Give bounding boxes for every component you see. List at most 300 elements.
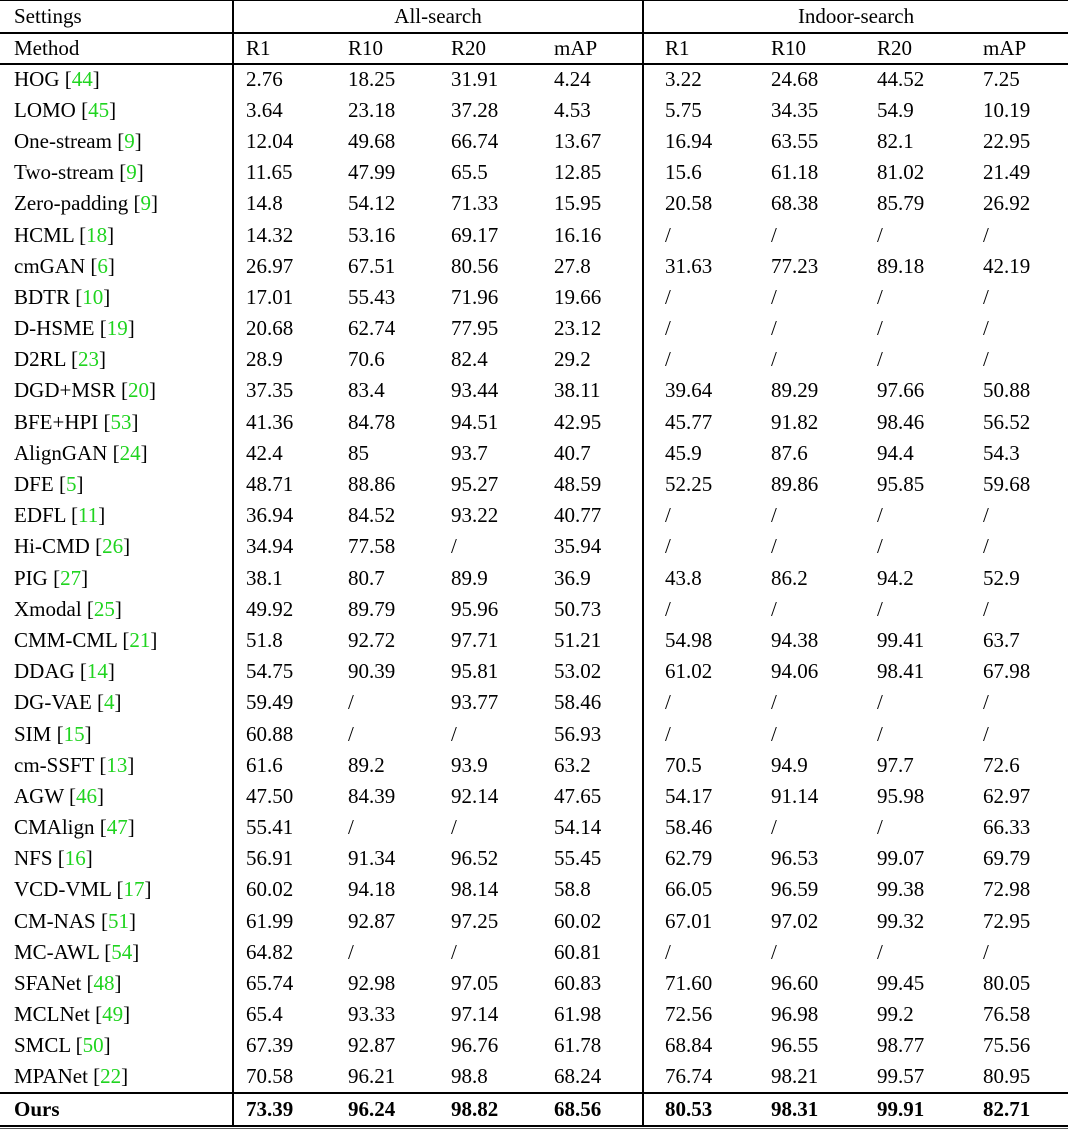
value-cell: 94.51 [451, 409, 499, 434]
header-all-r20: R20 [439, 33, 542, 64]
method-cell: D2RL [23] [14, 347, 106, 372]
method-name: AlignGAN [14, 440, 108, 465]
citation-link[interactable]: 48 [93, 971, 115, 996]
method-cell: LOMO [45] [14, 97, 117, 122]
value-cell: 94.4 [877, 440, 914, 465]
value-cell: 41.36 [233, 407, 336, 438]
value-cell: 98.77 [877, 1033, 925, 1058]
value-cell: 12.85 [554, 160, 602, 185]
method-name: HCML [14, 222, 74, 247]
value-cell: 71.60 [643, 968, 750, 999]
value-cell: 68.38 [771, 191, 819, 216]
table-row [0, 563, 1068, 594]
method-cell: HCML [18] [14, 222, 115, 247]
value-cell: 99.32 [877, 908, 925, 933]
citation-link[interactable]: 23 [77, 347, 99, 372]
value-cell: 45.9 [643, 438, 750, 469]
value-cell: 93.44 [451, 378, 499, 403]
value-cell: / [643, 687, 750, 718]
table-row [0, 687, 1068, 718]
value-cell: 43.8 [643, 563, 750, 594]
value-cell: 42.4 [233, 438, 336, 469]
table-row [0, 375, 1068, 406]
citation-link[interactable]: 17 [123, 877, 145, 902]
method-name: SFANet [14, 971, 82, 996]
value-cell: 26.92 [983, 191, 1031, 216]
value-cell: 97.05 [451, 971, 499, 996]
value-cell: / [877, 596, 883, 621]
value-cell: 18.25 [348, 67, 396, 92]
table-row [0, 64, 1068, 95]
value-cell: / [348, 690, 354, 715]
value-cell: 70.6 [348, 347, 385, 372]
value-cell: 99.91 [856, 1093, 962, 1126]
value-cell: 68.24 [554, 1064, 602, 1089]
value-cell: 75.56 [983, 1033, 1031, 1058]
table-row [0, 344, 1068, 375]
value-cell: 67.51 [348, 253, 396, 278]
value-cell: / [771, 939, 777, 964]
value-cell: / [877, 534, 883, 559]
value-cell: 36.9 [554, 565, 591, 590]
value-cell: 95.81 [451, 659, 499, 684]
value-cell: 68.56 [542, 1093, 643, 1126]
value-cell: 94.38 [771, 627, 819, 652]
value-cell: / [771, 815, 777, 840]
settings-header-row [0, 1, 1068, 33]
value-cell: 14.8 [233, 188, 336, 219]
method-cell: SIM [15] [14, 721, 92, 746]
value-cell: 97.71 [451, 627, 499, 652]
value-cell: 84.52 [348, 503, 396, 528]
value-cell: 67.39 [233, 1030, 336, 1061]
value-cell: / [771, 721, 777, 746]
method-cell: DG-VAE [4] [14, 690, 122, 715]
value-cell: 37.28 [451, 97, 499, 122]
citation-link[interactable]: 20 [127, 378, 149, 403]
value-cell: 98.46 [877, 409, 925, 434]
value-cell: 80.05 [983, 971, 1031, 996]
method-cell: D-HSME [19] [14, 316, 135, 341]
value-cell: / [771, 222, 777, 247]
citation-link[interactable]: 24 [119, 440, 141, 465]
value-cell: / [451, 939, 457, 964]
value-cell: 35.94 [554, 534, 602, 559]
value-cell: 34.35 [771, 97, 819, 122]
value-cell: 90.39 [348, 659, 396, 684]
value-cell: 87.6 [771, 440, 808, 465]
value-cell: 61.78 [554, 1033, 602, 1058]
header-indoor-map: mAP [962, 33, 1068, 64]
value-cell: 40.77 [554, 503, 602, 528]
citation-link[interactable]: 14 [86, 659, 108, 684]
value-cell: 45.77 [643, 407, 750, 438]
method-cell: DDAG [14] [14, 659, 115, 684]
value-cell: 49.92 [233, 594, 336, 625]
table-row [0, 500, 1068, 531]
value-cell: / [771, 347, 777, 372]
value-cell: 58.46 [643, 812, 750, 843]
value-cell: / [983, 222, 989, 247]
table-row [0, 906, 1068, 937]
method-cell: HOG [44] [14, 67, 100, 92]
table-row [0, 407, 1068, 438]
value-cell: 56.91 [233, 843, 336, 874]
table-row [0, 95, 1068, 126]
value-cell: 12.04 [233, 126, 336, 157]
citation-link[interactable]: 45 [88, 97, 110, 122]
value-cell: 69.79 [983, 846, 1031, 871]
citation-link[interactable]: 19 [106, 316, 128, 341]
value-cell: 54.98 [643, 625, 750, 656]
value-cell: / [643, 531, 750, 562]
value-cell: 82.4 [451, 347, 488, 372]
value-cell: 88.86 [348, 472, 396, 497]
value-cell: 63.55 [771, 128, 819, 153]
value-cell: 89.18 [877, 253, 925, 278]
method-name: PIG [14, 565, 48, 590]
value-cell: 5.75 [643, 95, 750, 126]
method-name: CMM-CML [14, 627, 118, 652]
method-cell: CM-NAS [51] [14, 908, 136, 933]
value-cell: 54.9 [877, 97, 914, 122]
value-cell: 94.06 [771, 659, 819, 684]
value-cell: 96.24 [336, 1093, 439, 1126]
method-name: DDAG [14, 659, 75, 684]
method-cell: Xmodal [25] [14, 596, 122, 621]
value-cell: 98.31 [750, 1093, 856, 1126]
method-cell: cm-SSFT [13] [14, 752, 135, 777]
value-cell: 60.02 [554, 908, 602, 933]
value-cell: 85.79 [877, 191, 925, 216]
table-bottom-double-rule [0, 1128, 1068, 1129]
citation-link[interactable]: 15 [63, 721, 85, 746]
method-name: Two-stream [14, 160, 114, 185]
value-cell: 93.9 [451, 752, 488, 777]
citation-link[interactable]: 6 [97, 253, 108, 278]
method-name: Ours [14, 1096, 60, 1121]
value-cell: 97.66 [877, 378, 925, 403]
citation-link[interactable]: 26 [102, 534, 124, 559]
value-cell: / [348, 721, 354, 746]
value-cell: 53.16 [348, 222, 396, 247]
method-name: Xmodal [14, 596, 82, 621]
value-cell: 77.23 [771, 253, 819, 278]
value-cell: / [877, 222, 883, 247]
citation-link[interactable]: 18 [86, 222, 108, 247]
value-cell: 52.25 [643, 469, 750, 500]
method-name: MPANet [14, 1064, 88, 1089]
value-cell: 24.68 [771, 67, 819, 92]
value-cell: 96.52 [451, 846, 499, 871]
value-cell: 36.94 [233, 500, 336, 531]
value-cell: 31.63 [643, 251, 750, 282]
value-cell: 99.2 [877, 1002, 914, 1027]
value-cell: / [643, 937, 750, 968]
value-cell: 94.9 [771, 752, 808, 777]
citation-link[interactable]: 9 [140, 191, 152, 216]
value-cell: 38.11 [554, 378, 601, 403]
value-cell: 72.95 [983, 908, 1031, 933]
value-cell: 76.58 [983, 1002, 1031, 1027]
table-row [0, 625, 1068, 656]
value-cell: 40.7 [554, 440, 591, 465]
value-cell: / [643, 500, 750, 531]
citation-link[interactable]: 54 [111, 939, 133, 964]
value-cell: 92.14 [451, 783, 499, 808]
citation-link[interactable]: 5 [65, 472, 77, 497]
value-cell: 67.98 [983, 659, 1031, 684]
value-cell: / [771, 690, 777, 715]
header-all-r1: R1 [233, 33, 336, 64]
table-row [0, 313, 1068, 344]
method-name: MC-AWL [14, 939, 100, 964]
citation-link[interactable]: 9 [124, 128, 135, 153]
citation-link[interactable]: 47 [106, 815, 128, 840]
value-cell: / [348, 939, 354, 964]
method-name: DG-VAE [14, 690, 92, 715]
value-cell: 60.02 [233, 874, 336, 905]
table-row [0, 718, 1068, 749]
value-cell: 51.21 [554, 627, 602, 652]
value-cell: 62.79 [643, 843, 750, 874]
value-cell: 68.84 [643, 1030, 750, 1061]
method-name: DFE [14, 472, 54, 497]
value-cell: 4.24 [554, 67, 591, 92]
citation-link[interactable]: 22 [100, 1064, 122, 1089]
value-cell: / [877, 721, 883, 746]
value-cell: 23.12 [554, 316, 602, 341]
value-cell: 61.6 [233, 750, 336, 781]
value-cell: / [983, 316, 989, 341]
header-group-all-search: All-search [233, 1, 643, 33]
value-cell: 96.53 [771, 846, 819, 871]
citation-link[interactable]: 51 [107, 908, 129, 933]
value-cell: 61.02 [643, 656, 750, 687]
value-cell: 89.9 [451, 565, 488, 590]
citation-link[interactable]: 27 [60, 565, 82, 590]
value-cell: 63.2 [554, 752, 591, 777]
table-row [0, 469, 1068, 500]
value-cell: / [983, 939, 989, 964]
value-cell: / [643, 282, 750, 313]
value-cell: 71.33 [451, 191, 499, 216]
method-name: MCLNet [14, 1002, 90, 1027]
value-cell: 85 [348, 440, 369, 465]
value-cell: / [983, 534, 989, 559]
column-header-row [0, 33, 1068, 64]
citation-link[interactable]: 9 [126, 160, 137, 185]
value-cell: 84.78 [348, 409, 396, 434]
table-row [0, 219, 1068, 250]
citation-link[interactable]: 53 [110, 409, 132, 434]
method-name: AGW [14, 783, 64, 808]
value-cell: 7.25 [983, 67, 1020, 92]
method-name: One-stream [14, 128, 112, 153]
value-cell: 77.95 [451, 316, 499, 341]
value-cell: / [643, 219, 750, 250]
value-cell: 65.74 [233, 968, 336, 999]
value-cell: 93.7 [451, 440, 488, 465]
header-settings-label: Settings [0, 1, 233, 33]
value-cell: 98.41 [877, 659, 925, 684]
value-cell: / [983, 503, 989, 528]
method-name: CM-NAS [14, 908, 96, 933]
value-cell: 94.18 [348, 877, 396, 902]
value-cell: 23.18 [348, 97, 396, 122]
value-cell: 98.82 [439, 1093, 542, 1126]
value-cell: 52.9 [983, 565, 1020, 590]
value-cell: 47.65 [554, 783, 602, 808]
value-cell: 61.99 [233, 906, 336, 937]
value-cell: 60.83 [554, 971, 602, 996]
value-cell: 49.68 [348, 128, 396, 153]
citation-link[interactable]: 44 [71, 67, 93, 92]
value-cell: 92.87 [348, 908, 396, 933]
value-cell: 66.05 [643, 874, 750, 905]
value-cell: 29.2 [554, 347, 591, 372]
table-row [0, 843, 1068, 874]
method-cell: Hi-CMD [26] [14, 534, 131, 559]
value-cell: 95.85 [877, 472, 925, 497]
citation-link[interactable]: 10 [82, 284, 104, 309]
value-cell: 96.59 [771, 877, 819, 902]
value-cell: / [643, 594, 750, 625]
value-cell: 83.4 [348, 378, 385, 403]
method-cell: Zero-padding [9] [14, 191, 159, 216]
value-cell: 96.60 [771, 971, 819, 996]
value-cell: 66.33 [983, 815, 1031, 840]
table-row [0, 1062, 1068, 1093]
citation-link[interactable]: 25 [93, 596, 115, 621]
value-cell: 3.64 [233, 95, 336, 126]
value-cell: / [983, 284, 989, 309]
method-name: NFS [14, 846, 53, 871]
value-cell: 95.98 [877, 783, 925, 808]
value-cell: 92.87 [348, 1033, 396, 1058]
value-cell: 13.67 [554, 128, 602, 153]
value-cell: 59.68 [983, 472, 1031, 497]
value-cell: 99.45 [877, 971, 925, 996]
citation-link[interactable]: 21 [129, 627, 151, 652]
value-cell: 93.77 [451, 690, 499, 715]
citation-link[interactable]: 16 [64, 846, 86, 871]
value-cell: 20.58 [643, 188, 750, 219]
value-cell: 58.46 [554, 690, 602, 715]
value-cell: 44.52 [877, 67, 925, 92]
value-cell: 67.01 [643, 906, 750, 937]
citation-link[interactable]: 4 [104, 690, 115, 715]
method-name: BFE+HPI [14, 409, 99, 434]
value-cell: 98.21 [771, 1064, 819, 1089]
value-cell: 27.8 [554, 253, 591, 278]
value-cell: / [877, 690, 883, 715]
value-cell: 72.98 [983, 877, 1031, 902]
value-cell: 93.33 [348, 1002, 396, 1027]
value-cell: / [771, 503, 777, 528]
value-cell: / [771, 534, 777, 559]
citation-link[interactable]: 49 [102, 1002, 124, 1027]
table-row [0, 188, 1068, 219]
method-name: cm-SSFT [14, 752, 95, 777]
value-cell: 56.93 [554, 721, 602, 746]
value-cell: 54.12 [348, 191, 396, 216]
method-cell: VCD-VML [17] [14, 877, 152, 902]
value-cell: / [877, 284, 883, 309]
value-cell: 55.41 [233, 812, 336, 843]
value-cell: 15.95 [554, 191, 602, 216]
citation-link[interactable]: 50 [82, 1033, 104, 1058]
method-cell: SFANet [48] [14, 971, 122, 996]
value-cell: / [451, 815, 457, 840]
value-cell: 77.58 [348, 534, 396, 559]
value-cell: 91.34 [348, 846, 396, 871]
value-cell: 60.88 [233, 718, 336, 749]
value-cell: 38.1 [233, 563, 336, 594]
value-cell: 92.72 [348, 627, 396, 652]
method-name: LOMO [14, 97, 76, 122]
value-cell: 97.02 [771, 908, 819, 933]
header-indoor-r10: R10 [750, 33, 856, 64]
value-cell: / [983, 347, 989, 372]
value-cell: 56.52 [983, 409, 1031, 434]
method-cell: MC-AWL [54] [14, 939, 140, 964]
value-cell: 61.18 [771, 160, 819, 185]
value-cell: 64.82 [233, 937, 336, 968]
value-cell: 97.14 [451, 1002, 499, 1027]
method-name: D-HSME [14, 316, 95, 341]
method-cell: EDFL [11] [14, 503, 106, 528]
value-cell: 96.76 [451, 1033, 499, 1058]
value-cell: 76.74 [643, 1062, 750, 1093]
value-cell: / [877, 503, 883, 528]
value-cell: / [983, 690, 989, 715]
value-cell: 55.43 [348, 284, 396, 309]
value-cell: 89.86 [771, 472, 819, 497]
value-cell: 97.25 [451, 908, 499, 933]
citation-link[interactable]: 46 [76, 783, 98, 808]
value-cell: 92.98 [348, 971, 396, 996]
method-cell: DFE [5] [14, 472, 84, 497]
value-cell: 80.53 [643, 1093, 750, 1126]
value-cell: 3.22 [643, 64, 750, 95]
method-cell: cmGAN [6] [14, 253, 115, 278]
value-cell: 89.79 [348, 596, 396, 621]
value-cell: 62.97 [983, 783, 1031, 808]
table-row [0, 812, 1068, 843]
method-cell: AGW [46] [14, 783, 105, 808]
value-cell: 81.02 [877, 160, 925, 185]
value-cell: 26.97 [233, 251, 336, 282]
ours-row [0, 1093, 1068, 1126]
table-row [0, 282, 1068, 313]
method-name: EDFL [14, 503, 66, 528]
table-row [0, 594, 1068, 625]
citation-link[interactable]: 11 [77, 503, 99, 528]
value-cell: 48.71 [233, 469, 336, 500]
value-cell: 82.1 [877, 128, 914, 153]
value-cell: 53.02 [554, 659, 602, 684]
citation-link[interactable]: 13 [106, 752, 128, 777]
value-cell: 37.35 [233, 375, 336, 406]
table-row [0, 968, 1068, 999]
value-cell: 62.74 [348, 316, 396, 341]
table-row [0, 874, 1068, 905]
method-cell: Two-stream [9] [14, 160, 144, 185]
value-cell: 54.75 [233, 656, 336, 687]
header-all-r10: R10 [336, 33, 439, 64]
value-cell: 47.50 [233, 781, 336, 812]
